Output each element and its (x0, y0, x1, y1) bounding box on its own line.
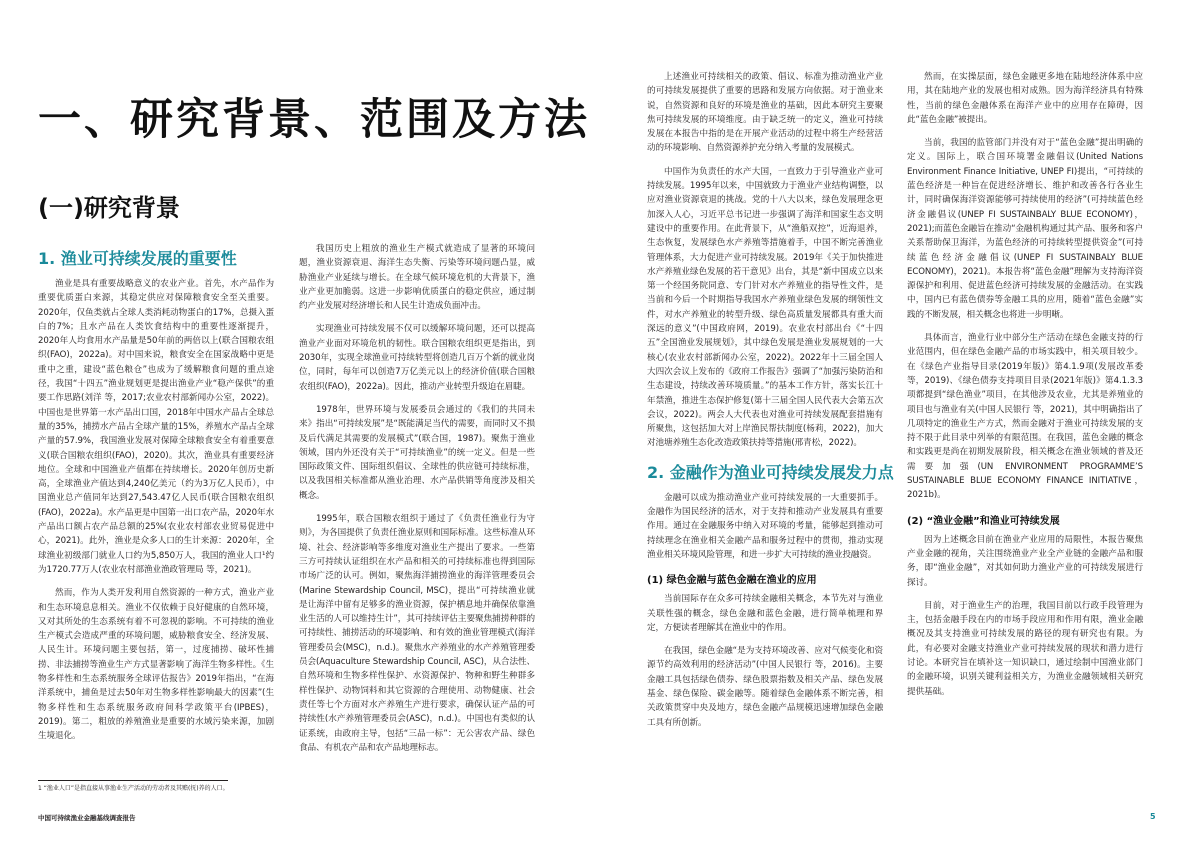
column-1 (38, 246, 274, 753)
footnote: 1 “渔业人口”是指直接从事渔业生产活动的劳动者及其赡(抚)养的人口。 (38, 785, 229, 792)
subheading-green-blue-finance: (1) 绿色金融与蓝色金融在渔业的应用 (647, 575, 817, 587)
paragraph: 然而，在实操层面，绿色金融更多地在陆地经济体系中应用，其在陆地产业的发展也相对成熟。因为海洋经济具有特殊性，当前的绿色金融体系在海洋产业中的应用存在障碍，因此“蓝色金融”被提出。 (907, 72, 1143, 125)
paragraph: 上述渔业可持续相关的政策、倡议、标准为推动渔业产业的可持续发展提供了重要的思路和发展方向依据。对于渔业来说，自然资源和良好的环境是渔业的基础，因此本研究主要聚焦可持续发展的环境维度。由于缺乏统一的定义，渔业可持续发展在本报告中指的是在开展产业活动的过程中将生产经营活动的环境影响、自然资源养护充分纳入考量的发展模式。 (647, 72, 883, 154)
heading-finance-lever: 2. 金融作为渔业可持续发展发力点 (647, 462, 894, 482)
section-title: (一)研究背景 (38, 194, 180, 222)
paragraph: 具体而言，渔业行业中部分生产活动在绿色金融支持的行业范围内，但在绿色金融产品的市场实践中，相关项目较少。在《绿色产业指导目录(2019年版)》第4.1.9项(发展改革委等，2019)、《绿色债券支持项目目录(2021年版)》第4.1.3.3项都提到“绿色渔业”项目，在其他涉及农业，尤其是养殖业的项目也与渔业有关(中国人民银行 等，2021)，其中明确指出了几项特定的渔业生产方式，然而金融对于渔业可持续发展的支持不限于此目录中列举的有限范围。在我国，蓝色金融的概念和实践更是尚在初期发展阶段，相关概念在渔业领域的普及还需要加强(UN ENVIRONMENT PROGRAMME’S SUSTAINABLE BLUE ECONOMY FINANCE INITIATIVE，2021b)。 (907, 333, 1143, 501)
paragraph: 1978年，世界环境与发展委员会通过的《我们的共同未来》指出“可持续发展”是“既能满足当代的需要，而同时又不损及后代满足其需要的发展模式”(联合国，1987)。聚焦于渔业领域，国内外还没有关于“可持续渔业”的统一定义。但是一些国际政策文件、国际组织倡议、全球性的供应链可持续标准，以及我国相关标准都从渔业治理、水产品供销等角度涉及相关概念。 (299, 404, 535, 501)
paragraph: 实现渔业可持续发展不仅可以缓解环境问题，还可以提高渔业产业面对环境危机的韧性。联合国粮农组织更是指出，到2030年，实现全球渔业可持续转型将创造几百万个新的就业岗位，同时，每年可以创造7万亿美元以上的经济价值(联合国粮农组织(FAO)，2022a)。因此，推动产业转型升级迫在眉睫。 (299, 324, 535, 392)
column-3 (647, 70, 894, 739)
paragraph: 当前，我国的监管部门并没有对于“蓝色金融”提出明确的定义。国际上，联合国环境署金融倡议(United Nations Environment Finance Initiative, UNEP FI)提出，“可持续的蓝色经济是一种旨在促进经济增长、维护和改善各行各业生计，同时确保海洋资源能够可持续使用的经济”(可持续蓝色经济金融倡议(UNEP FI SUSTAINBALY BLUE ECONOMY)，2021);而蓝色金融旨在推动“金融机构通过其产品、服务和客户关系帮助保卫海洋，为蓝色经济的可持续转型提供资金”(可持续蓝色经济金融倡议(UNEP FI SUSTAINBALY BLUE ECONOMY)，2021)。本报告将“蓝色金融”理解为支持海洋资源保护和利用、促进蓝色经济可持续发展的金融活动。在实践中，国内已有蓝色债券等金融工具的应用，随着“蓝色金融”实践的不断发展，相关概念也将进一步明晰。 (907, 138, 1143, 320)
main-title: 一、研究背景、范围及方法 (38, 95, 590, 145)
paragraph: 目前，对于渔业生产的治理，我国目前以行政手段管理为主，包括金融手段在内的市场手段应用和作用有限，渔业金融概况及其支持渔业可持续发展的路径的现有研究也有限。为此，有必要对金融支持渔业产业可持续发展的现状和潜力进行讨论。本研究旨在填补这一知识缺口，通过绘制中国渔业部门的金融环境，识别关键利益相关方，为渔业金融领域相关研究提供基础。 (907, 600, 1143, 697)
paragraph: 当前国际存在众多可持续金融相关概念，本节先对与渔业关联性强的概念，绿色金融和蓝色金融，进行简单梳理和界定，方便读者理解其在渔业中的作用。 (647, 594, 883, 633)
column-4 (907, 70, 1143, 708)
paragraph: 然而，作为人类开发利用自然资源的一种方式，渔业产业和生态环境息息相关。渔业不仅依赖于良好健康的自然环境，又对其所处的生态系统有着不可忽视的影响。不可持续的渔业生产模式会造成严重的环境问题，威胁粮食安全、经济发展、人民生计。环境问题主要包括，第一，过度捕捞、破坏性捕捞、非法捕捞等渔业生产方式显著影响了海洋生物多样性。《生物多样性和生态系统服务全球评估报告》2019年指出，“在海洋系统中，捕鱼是过去50年对生物多样性影响最大的因素”(生物多样性和生态系统服务政府间科学政策平台(IPBES)，2019)。第二，粗放的养殖渔业是重要的水域污染来源，加剧生境退化。 (38, 588, 274, 742)
paragraph: 1995年，联合国粮农组织于通过了《负责任渔业行为守则》，为各国提供了负责任渔业原则和国际标准。这些标准从环境、社会、经济影响等多维度对渔业生产提出了要求。一些第三方可持续认证组织在水产品和相关的可持续标准也得到国际市场广泛的认可。例如，聚焦海洋捕捞渔业的海洋管理委员会(Marine Stewardship Council, MSC)，提出“可持续渔业就是让海洋中留有足够多的渔业资源，保护栖息地并确保依靠渔业生活的人可以维持生计”，其可持续评估主要聚焦捕捞种群的可持续性、捕捞活动的环境影响、和有效的渔业管理模式(海洋管理委员会(MSC)，n.d.)。聚焦水产养殖业的水产养殖管理委员会(Aquaculture Stewardship Council, ASC)，从合法性、自然环境和生物多样性保护、水资源保护、物种和野生种群多样性保护、动物饲料和其它资源的合理使用、动物健康、社会责任等七个方面对水产养殖生产进行要求，确保认证产品的可持续性(水产养殖管理委员会(ASC)，n.d.)。中国也有类似的认证系统，由政府主导，包括“三品一标”：无公害农产品、绿色食品、有机农产品和农产品地理标志。 (299, 514, 535, 753)
subheading-fisheries-finance: (2) “渔业金融”和渔业可持续发展 (907, 515, 1060, 527)
paragraph: 我国历史上粗放的渔业生产模式就造成了显著的环境问题，渔业资源衰退、海洋生态失衡、污染等环境问题凸显，威胁渔业产业延续与增长。在全球气候环境危机的大背景下，渔业产业更加脆弱。这进一步影响优质蛋白的稳定供应，通过制约产业发展对经济增长和人民生计造成负面冲击。 (299, 244, 535, 312)
paragraph: 中国作为负责任的水产大国，一直致力于引导渔业产业可持续发展。1995年以来，中国就致力于渔业产业结构调整，以应对渔业资源衰退的挑战。党的十八大以来，绿色发展理念更加深入人心，习近平总书记进一步强调了海洋和国家生态文明建设中的重要作用。在此背景下，从“渔船双控”，近海退养，生态恢复，发展绿色水产养殖等措施着手，中国不断完善渔业管理体系，大力促进产业可持续发展。2019年《关于加快推进水产养殖业绿色发展的若干意见》出台，其是“新中国成立以来第一个经国务院同意、专门针对水产养殖业的指导性文件，是当前和今后一个时期指导我国水产养殖业绿色发展的纲领性文件，对水产养殖业的转型升级、绿色高质量发展都具有重大而深远的意义”(中国政府网，2019)。农业农村部出台《“十四五”全国渔业发展规划》，其中绿色发展是渔业发展规划的一大核心(农业农村部新闻办公室，2022)。2022年十三届全国人大四次会议上发布的《政府工作报告》强调了“加强污染防治和生态建设，持续改善环境质量。”的基本工作方针，落实长江十年禁渔，推进生态保护修复(第十三届全国人民代表大会第五次会议，2022)。两会人大代表也对渔业可持续发展配套措施有所聚焦，这包括加大对上岸渔民帮扶制度(杨莉，2022)，加大对池塘养殖生态化改造政策扶持等措施(邢青松，2022)。 (647, 166, 883, 449)
paragraph: 在我国，绿色金融“是为支持环境改善、应对气候变化和资源节约高效利用的经济活动”(中国人民银行 等，2016)。主要金融工具包括绿色债券、绿色股票指数及相关产品、绿色发展基金、绿色保险、碳金融等。随着绿色金融体系不断完善，相关政策贯穿中央及地方，绿色金融产品规模迅速增加绿色金融工具有所创新。 (647, 646, 883, 728)
paragraph: 渔业是具有重要战略意义的农业产业。首先，水产品作为重要优质蛋白来源，其稳定供应对保障粮食安全至关重要。2020年，仅鱼类就占全球人类消耗动物蛋白的17%，总摄入蛋白的7%；且水产品在人类饮食结构中的重要性逐渐提升，2020年人均食用水产品量是50年前的两倍以上(联合国粮农组织(FAO)，2022a)。对中国来说，粮食安全在国家战略中更是重中之重，建设“蓝色粮仓”也成为了缓解粮食问题的重点途径，我国“十四五”渔业规划更是提出渔业产业“稳产保供”的重要工作思路(刘洋 等，2017;农业农村部新闻办公室，2022)。中国也是世界第一水产品出口国，2018年中国水产品占全球总量的35%，捕捞水产品占全球产量的15%，养殖水产品占全球产量的57.9%，我国渔业发展对保障全球粮食安全有着重要意义(联合国粮农组织(FAO)，2020)。其次，渔业具有重要经济地位。全球和中国渔业产值都在持续增长。2020年创历史新高，全球渔业产值达到4,240亿美元（约为3万亿人民币），中国渔业总产值同年达到27,543.47亿人民币(联合国粮农组织(FAO)，2022a)。水产品更是中国第一出口农产品，2020年水产品出口额占农产品总额的25%(农业农村部农业贸易促进中心，2021)。此外，渔业是众多人口的生计来源：2020年，全球渔业初级部门就业人口约为5,850万人，我国的渔业人口¹约为1720.77万人(农业农村部渔业渔政管理局 等，2021)。 (38, 279, 274, 575)
paragraph: 因为上述概念目前在渔业产业应用的局限性，本报告聚焦产业金融的视角，关注围绕渔业产业全产业链的金融产品和服务，即“渔业金融”，对其如何助力渔业产业的可持续发展进行探讨。 (907, 534, 1143, 588)
page-number: 5 (1150, 812, 1156, 821)
paragraph: 金融可以成为推动渔业产业可持续发展的一大重要抓手。金融作为国民经济的活水，对于支持和推动产业发展具有重要作用。通过在金融服务中纳入对环境的考量，能够起到推动可持续理念在渔业相关金融产品和服务过程中的贯彻，推动实现渔业相关环境风险管理，和进一步扩大可持续的渔业投融资。 (647, 492, 883, 560)
footnote-divider (38, 780, 228, 781)
report-title-footer: 中国可持续渔业金融基线调查报告 (38, 814, 136, 822)
heading-fisheries-importance: 1. 渔业可持续发展的重要性 (38, 249, 237, 268)
column-2 (299, 242, 535, 764)
